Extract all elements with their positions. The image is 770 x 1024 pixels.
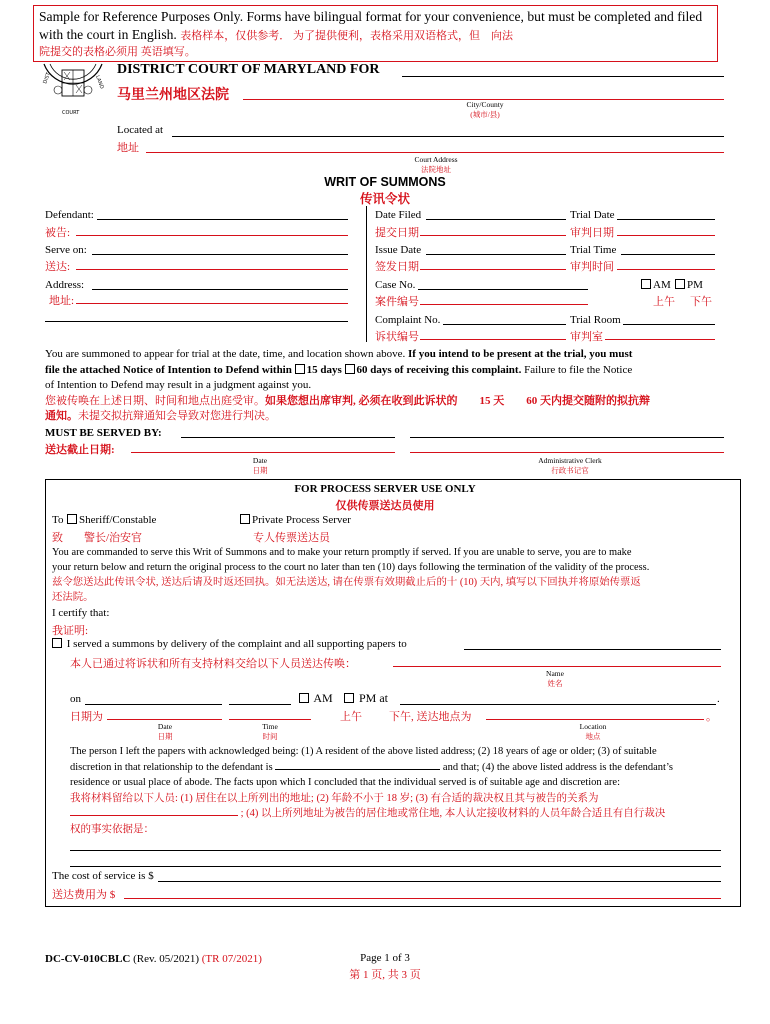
case-no-label: Case No. xyxy=(375,279,416,291)
served-pm-label: PM at xyxy=(359,691,389,705)
left-with-zh-1: 我将材料留给以下人员: (1) 居住在以上所列出的地址; (2) 年龄不小于 18 岁; (3) 有合适的裁决权且其与被告的关系为 xyxy=(70,792,599,804)
served-name-field-zh xyxy=(393,666,721,667)
trial-room-field-zh xyxy=(605,339,715,340)
summons-text-1: You are summoned to appear for trial at the date, time, and location shown above. xyxy=(45,348,406,360)
address-field-line2[interactable] xyxy=(45,321,348,322)
court-county-field[interactable] xyxy=(402,76,724,77)
facts-field-line1[interactable] xyxy=(70,850,721,851)
address-label-zh: 地址: xyxy=(49,295,75,307)
city-county-caption-zh: (城市/县) xyxy=(470,110,500,119)
trial-time-label: Trial Time xyxy=(570,244,617,256)
summons-zh-15: 15 天 xyxy=(479,394,505,407)
issue-date-label-zh: 签发日期 xyxy=(375,261,419,273)
sheriff-checkbox[interactable] xyxy=(67,514,77,524)
disclaimer-box xyxy=(33,5,718,62)
date-filed-field[interactable] xyxy=(426,219,566,220)
served-am-checkbox[interactable] xyxy=(299,693,309,703)
served-name-field[interactable] xyxy=(464,649,721,650)
left-with-text-3: residence or usual place of abode. The facts upon which I concluded that the individual served is of suitable age and discretion are: xyxy=(70,777,620,788)
served-location-field-zh xyxy=(486,719,704,720)
period-zh: 。 xyxy=(706,711,717,723)
on-label: on xyxy=(70,693,81,705)
case-no-field-zh xyxy=(420,304,588,305)
command-text-1: You are commanded to serve this Writ of Summons and to make your return promptly if served. If you are unable to serve, you are to make xyxy=(52,547,632,558)
cost-label: The cost of service is $ xyxy=(52,870,154,882)
disclaimer-zh: 表格样本，仅供参考． 为了提供便利，表格采用双语格式，但 向法 xyxy=(180,30,513,42)
form-id xyxy=(45,953,262,965)
defendant-field[interactable] xyxy=(97,219,348,220)
page-number: Page 1 of 3 xyxy=(360,952,410,964)
certify-label-zh: 我证明: xyxy=(52,625,89,637)
served-location-caption: Location xyxy=(579,722,607,731)
trial-time-label-zh: 审判时间 xyxy=(570,261,614,273)
case-no-label-zh: 案件编号 xyxy=(375,296,419,308)
served-am-label-zh: 上午 xyxy=(340,711,362,723)
must-serve-label-zh: 送达截止日期: xyxy=(45,444,115,456)
name-caption: Name xyxy=(546,669,564,678)
defendant-label: Defendant: xyxy=(45,209,94,221)
form-id-code: DC-CV-010CBLC xyxy=(45,953,131,965)
date-filed-field-zh xyxy=(420,235,566,236)
served-date-caption-zh: 日期 xyxy=(157,732,173,741)
case-no-field[interactable] xyxy=(418,289,588,290)
served-am-label: AM xyxy=(313,691,333,705)
form-title-zh: 传讯令状 xyxy=(359,192,410,206)
summons-zh-bold-2: 通知。 xyxy=(45,410,78,422)
must-serve-date-field[interactable] xyxy=(181,437,395,438)
on-label-zh: 日期为 xyxy=(70,711,103,723)
disclaimer-en: Sample for Reference Purposes Only. Forms have bilingual format for your convenience, but must be completed and filed with the court in English. xyxy=(39,9,703,42)
trial-room-field[interactable] xyxy=(623,324,715,325)
name-caption-zh: 姓名 xyxy=(547,679,563,688)
date-filed-label: Date Filed xyxy=(375,209,422,221)
trial-time-field[interactable] xyxy=(621,254,715,255)
served-label: I served a summons by delivery of the complaint and all supporting papers to xyxy=(66,638,407,650)
court-heading-zh: 马里兰州地区法院 xyxy=(117,88,229,103)
left-with-zh-3: 权的事实依据是： xyxy=(70,823,154,835)
clerk-caption: Administrative Clerk xyxy=(538,456,602,465)
sheriff-label: Sheriff/Constable xyxy=(79,514,157,526)
served-pm-option[interactable] xyxy=(344,691,388,706)
certify-label: I certify that: xyxy=(52,607,110,619)
private-server-label-zh: 专人传票送达员 xyxy=(253,532,330,544)
trial-am-option[interactable] xyxy=(641,279,671,291)
process-server-box xyxy=(45,479,741,907)
court-address-caption: Court Address xyxy=(414,155,458,164)
summons-zh-2: 未提交拟抗辩通知会导致对您进行判决。 xyxy=(78,410,276,422)
address-field-zh xyxy=(76,303,348,304)
trial-date-field[interactable] xyxy=(617,219,715,220)
trial-pm-checkbox[interactable] xyxy=(675,279,685,289)
issue-date-field-zh xyxy=(420,269,566,270)
served-time-caption: Time xyxy=(262,722,278,731)
summons-bold-1: If you intend to be present at the trial, you must xyxy=(408,348,633,360)
court-address-caption-zh: 法院地址 xyxy=(421,165,451,174)
served-pm-label-zh: 下午, 送达地点为 xyxy=(389,711,472,723)
served-time-field[interactable] xyxy=(229,704,291,705)
served-time-field-zh xyxy=(229,719,311,720)
svg-text:DIST: DIST xyxy=(42,71,52,85)
private-server-label: Private Process Server xyxy=(252,514,351,526)
clerk-caption-zh: 行政书记官 xyxy=(551,466,589,475)
cost-field[interactable] xyxy=(158,881,721,882)
court-address-field[interactable] xyxy=(172,136,724,137)
serve-on-field-zh xyxy=(76,269,348,270)
left-with-text-1: The person I left the papers with acknowledged being: (1) A resident of the above listed address; (2) 18 years of age or older; (3) of suitable xyxy=(70,746,657,757)
summons-text-2: Failure to file the Notice xyxy=(524,363,633,376)
court-seal xyxy=(40,62,106,122)
case-info-panel xyxy=(366,206,367,342)
served-time-caption-zh: 时间 xyxy=(262,732,278,741)
court-heading: DISTRICT COURT OF MARYLAND FOR xyxy=(117,62,380,77)
sixty-days-checkbox[interactable] xyxy=(345,364,355,374)
period: . xyxy=(717,693,720,705)
trial-date-label-zh: 审判日期 xyxy=(570,227,614,239)
page-number-zh: 第 1 页, 共 3 页 xyxy=(349,969,421,981)
cost-field-zh xyxy=(124,898,721,899)
private-server-option[interactable] xyxy=(240,514,351,526)
command-paragraph xyxy=(52,545,734,605)
summons-zh-bold-1: 如果您想出席审判, 必须在收到此诉状的 xyxy=(265,394,458,407)
trial-pm-option[interactable] xyxy=(675,279,703,291)
date-caption-zh: 日期 xyxy=(252,466,268,475)
summons-paragraph xyxy=(45,347,725,425)
svg-text:COURT: COURT xyxy=(62,110,80,116)
date-caption: Date xyxy=(252,456,268,465)
issue-date-field[interactable] xyxy=(426,254,566,255)
disclaimer-zh-line2: 院提交的表格必须用 英语填写。 xyxy=(39,46,196,58)
served-location-caption-zh: 地点 xyxy=(585,732,601,741)
serve-on-label: Serve on: xyxy=(45,244,87,256)
summons-zh-1: 您被传唤在上述日期、时间和地点出庭受审。 xyxy=(45,394,265,407)
address-label: Address: xyxy=(45,279,85,291)
served-location-field[interactable] xyxy=(400,704,716,705)
private-server-checkbox[interactable] xyxy=(240,514,250,524)
complaint-no-field-zh xyxy=(420,339,566,340)
trial-pm-label-zh: 下午 xyxy=(690,296,712,308)
left-with-text-2b: and that; (4) the above listed address is the defendant’s xyxy=(442,761,673,773)
summons-text-3: of Intention to Defend may result in a judgment against you. xyxy=(45,379,312,391)
summons-bold-2: file the attached Notice of Intention to Defend within xyxy=(45,363,292,376)
command-text-2: your return below and return the original process to the court no later than ten (10) days following the termination of the validity of the process. xyxy=(52,562,650,573)
defendant-field-zh xyxy=(76,235,348,236)
process-server-heading: FOR PROCESS SERVER USE ONLY xyxy=(294,483,476,495)
trial-am-label-zh: 上午 xyxy=(653,296,675,308)
command-zh-1: 兹令您送达此传讯令状, 送达后请及时返还回执。如无法送达, 请在传票有效期截止后的十 (10) 天内, 填写以下回执并将原始传票返 xyxy=(52,577,641,588)
clerk-signature-field[interactable] xyxy=(410,437,724,438)
fifteen-days-checkbox[interactable] xyxy=(295,364,305,374)
issue-date-label: Issue Date xyxy=(375,244,422,256)
process-server-heading-zh: 仅供传票送达员使用 xyxy=(335,500,435,512)
court-address-field-zh xyxy=(146,152,724,153)
served-date-field-zh xyxy=(107,719,222,720)
date-filed-label-zh: 提交日期 xyxy=(375,227,419,239)
cost-label-zh: 送达费用为 $ xyxy=(52,889,116,901)
sheriff-label-zh: 警长/治安官 xyxy=(84,532,143,544)
clerk-signature-field-zh xyxy=(410,452,724,453)
left-with-zh-2: ; (4) 以上所列地址为被告的居住地或常住地, 本人认定接收材料的人员年龄合适且有自行裁决 xyxy=(240,808,666,819)
svg-text:LAND: LAND xyxy=(94,74,105,90)
served-pm-checkbox[interactable] xyxy=(344,693,354,703)
trial-date-label: Trial Date xyxy=(570,209,615,221)
trial-time-field-zh xyxy=(617,269,715,270)
facts-field-line2[interactable] xyxy=(70,866,721,867)
fifteen-days-label: 15 days xyxy=(306,363,342,376)
trial-room-label: Trial Room xyxy=(570,314,621,326)
trial-date-field-zh xyxy=(617,235,715,236)
address-field[interactable] xyxy=(92,289,348,290)
complaint-no-label: Complaint No. xyxy=(375,314,441,326)
form-translation-date: (TR 07/2021) xyxy=(201,953,262,965)
located-at-label: Located at xyxy=(117,124,164,136)
sheriff-option[interactable] xyxy=(67,514,156,526)
served-option[interactable] xyxy=(52,638,407,650)
left-with-paragraph xyxy=(70,744,725,837)
serve-on-label-zh: 送达: xyxy=(45,261,71,273)
defendant-label-zh: 被告: xyxy=(45,227,71,239)
trial-am-label: AM xyxy=(653,279,671,291)
must-serve-label: MUST BE SERVED BY: xyxy=(45,427,162,439)
served-date-field[interactable] xyxy=(85,704,222,705)
served-checkbox[interactable] xyxy=(52,638,62,648)
located-at-label-zh: 地址 xyxy=(117,142,139,154)
relationship-field[interactable] xyxy=(275,760,440,770)
served-date-caption: Date xyxy=(157,722,173,731)
trial-pm-label: PM xyxy=(687,279,703,291)
to-label-zh: 致 xyxy=(52,532,63,544)
serve-on-field[interactable] xyxy=(92,254,348,255)
complaint-no-label-zh: 诉状编号 xyxy=(375,331,419,343)
served-label-zh: 本人已通过将诉状和所有支持材料交给以下人员送达传唤： xyxy=(70,658,356,670)
must-serve-date-field-zh xyxy=(131,452,395,453)
complaint-no-field[interactable] xyxy=(443,324,566,325)
relationship-field-zh xyxy=(70,806,238,816)
command-zh-2: 还法院。 xyxy=(52,592,94,603)
form-revision: (Rev. 05/2021) xyxy=(133,953,199,965)
left-with-text-2a: discretion in that relationship to the defendant is xyxy=(70,761,273,773)
summons-zh-60: 60 天内提交随附的拟抗辩 xyxy=(526,394,650,407)
sixty-days-label: 60 days of receiving this complaint. xyxy=(356,363,522,376)
form-title: WRIT OF SUMMONS xyxy=(324,175,446,189)
served-am-option[interactable] xyxy=(299,691,333,706)
trial-room-label-zh: 审判室 xyxy=(570,331,603,343)
city-county-caption: City/County xyxy=(466,100,504,109)
to-label: To xyxy=(52,514,64,526)
trial-am-checkbox[interactable] xyxy=(641,279,651,289)
